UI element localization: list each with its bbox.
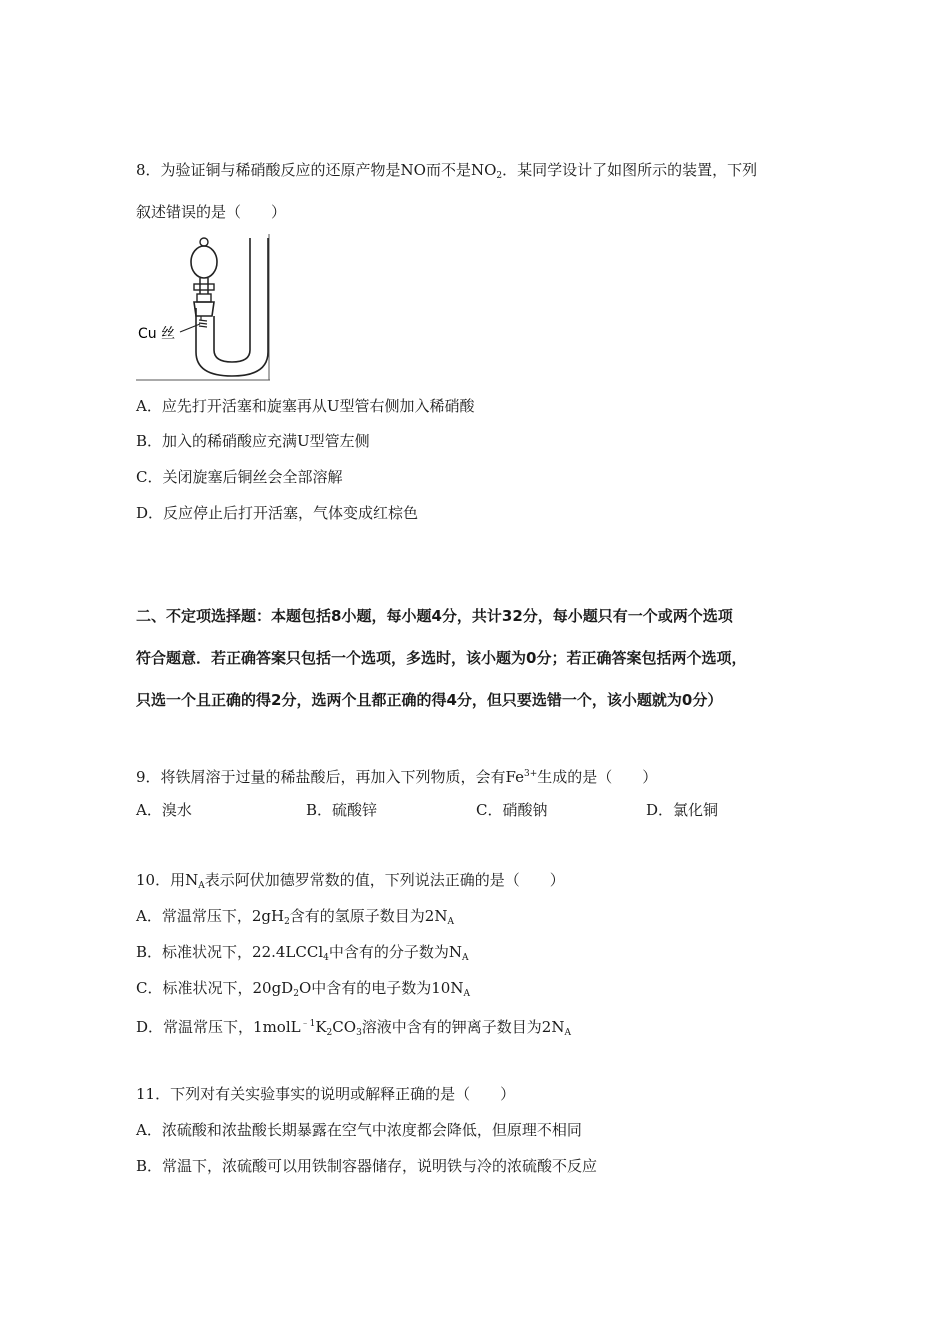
q10-stem — [136, 870, 565, 896]
q8-option-b: B．加入的稀硝酸应充满U型管左侧 — [136, 432, 370, 450]
q11-stem: 11．下列对有关实验事实的说明或解释正确的是（ ） — [136, 1085, 516, 1103]
q10-option-c-sub1: 2 — [293, 989, 299, 999]
q11-option-b: B．常温下，浓硫酸可以用铁制容器储存，说明铁与冷的浓硫酸不反应 — [136, 1157, 598, 1175]
q9-stem — [136, 764, 657, 787]
q10-option-d-text-cont: 溶液中含有的钾离子数目为2N — [361, 1018, 565, 1036]
q10-option-b-text: B．标准状况下，22.4LCCl — [136, 943, 324, 961]
q10-stem-subscript: A — [198, 881, 205, 891]
q10-option-b — [136, 942, 469, 968]
q8-option-a: A．应先打开活塞和旋塞再从U型管右侧加入稀硝酸 — [136, 397, 475, 415]
q10-option-c — [136, 978, 470, 1004]
q10-option-d-sub2: 3 — [356, 1028, 362, 1038]
q8-stem-line2: 叙述错误的是（ ） — [136, 203, 287, 221]
q10-option-c-text-cont: O中含有的电子数为10N — [298, 979, 464, 997]
q10-option-d-sub1: 2 — [326, 1028, 333, 1038]
q11-option-a: A．浓硫酸和浓盐酸长期暴露在空气中浓度都会降低，但原理不相同 — [136, 1121, 582, 1139]
section2-line3: 只选一个且正确的得2分，选两个且都正确的得4分，但只要选错一个，该小题就为0分） — [136, 691, 723, 709]
q10-option-c-text: C．标准状况下，20gD — [136, 979, 294, 997]
q10-option-d-sup: ﹣1 — [300, 1019, 316, 1029]
q9-stem-text: 9．将铁屑溶于过量的稀盐酸后，再加入下列物质，会有Fe — [136, 768, 525, 786]
q8-stem-line1 — [136, 160, 757, 186]
q10-stem-text-cont: 表示阿伏加德罗常数的值，下列说法正确的是（ ） — [204, 871, 565, 889]
section2-line1: 二、不定项选择题：本题包括8小题，每小题4分，共计32分，每小题只有一个或两个选项 — [136, 607, 733, 625]
q10-option-a — [136, 906, 454, 932]
q10-option-d-sub3: A — [564, 1028, 571, 1038]
figure-label-cu-wire: Cu 丝 — [138, 326, 176, 342]
q9-stem-text-cont: 生成的是（ ） — [537, 768, 658, 786]
q10-option-b-sub1: 4 — [323, 953, 329, 963]
section2-line2: 符合题意．若正确答案只包括一个选项，多选时，该小题为0分；若正确答案包括两个选项， — [136, 649, 747, 667]
q9-option-c: C．硝酸钠 — [476, 801, 548, 819]
q8-stem-text: 8．为验证铜与稀硝酸反应的还原产物是NO而不是NO — [136, 161, 497, 179]
q9-option-d: D．氯化铜 — [646, 801, 719, 819]
q10-option-a-text: A．常温常压下，2gH — [136, 907, 285, 925]
q10-option-c-sub2: A — [463, 989, 470, 999]
q9-stem-superscript: 3+ — [524, 769, 538, 779]
q8-stem-subscript: 2 — [496, 171, 503, 181]
q8-option-d: D．反应停止后打开活塞，气体变成红棕色 — [136, 504, 419, 522]
q9-option-a: A．溴水 — [136, 801, 192, 819]
q10-option-a-sub1: 2 — [284, 917, 290, 927]
q10-stem-text: 10．用N — [136, 871, 199, 889]
q10-option-a-text-cont: 含有的氢原子数目为2N — [289, 907, 448, 925]
q8-stem-text-cont: ．某同学设计了如图所示的装置，下列 — [502, 161, 758, 179]
u-tube-apparatus-figure — [136, 234, 270, 382]
q8-option-c: C．关闭旋塞后铜丝会全部溶解 — [136, 468, 343, 486]
q10-option-d — [136, 1014, 571, 1043]
q10-option-b-sub2: A — [462, 953, 469, 963]
q10-option-a-sub2: A — [447, 917, 454, 927]
q10-option-d-text-co: CO — [332, 1018, 357, 1036]
q10-option-d-text-k: K — [315, 1018, 327, 1036]
q10-option-b-text-cont: 中含有的分子数为N — [328, 943, 463, 961]
q10-option-d-text: D．常温常压下，1molL — [136, 1018, 301, 1036]
q9-option-b: B．硫酸锌 — [306, 801, 378, 819]
